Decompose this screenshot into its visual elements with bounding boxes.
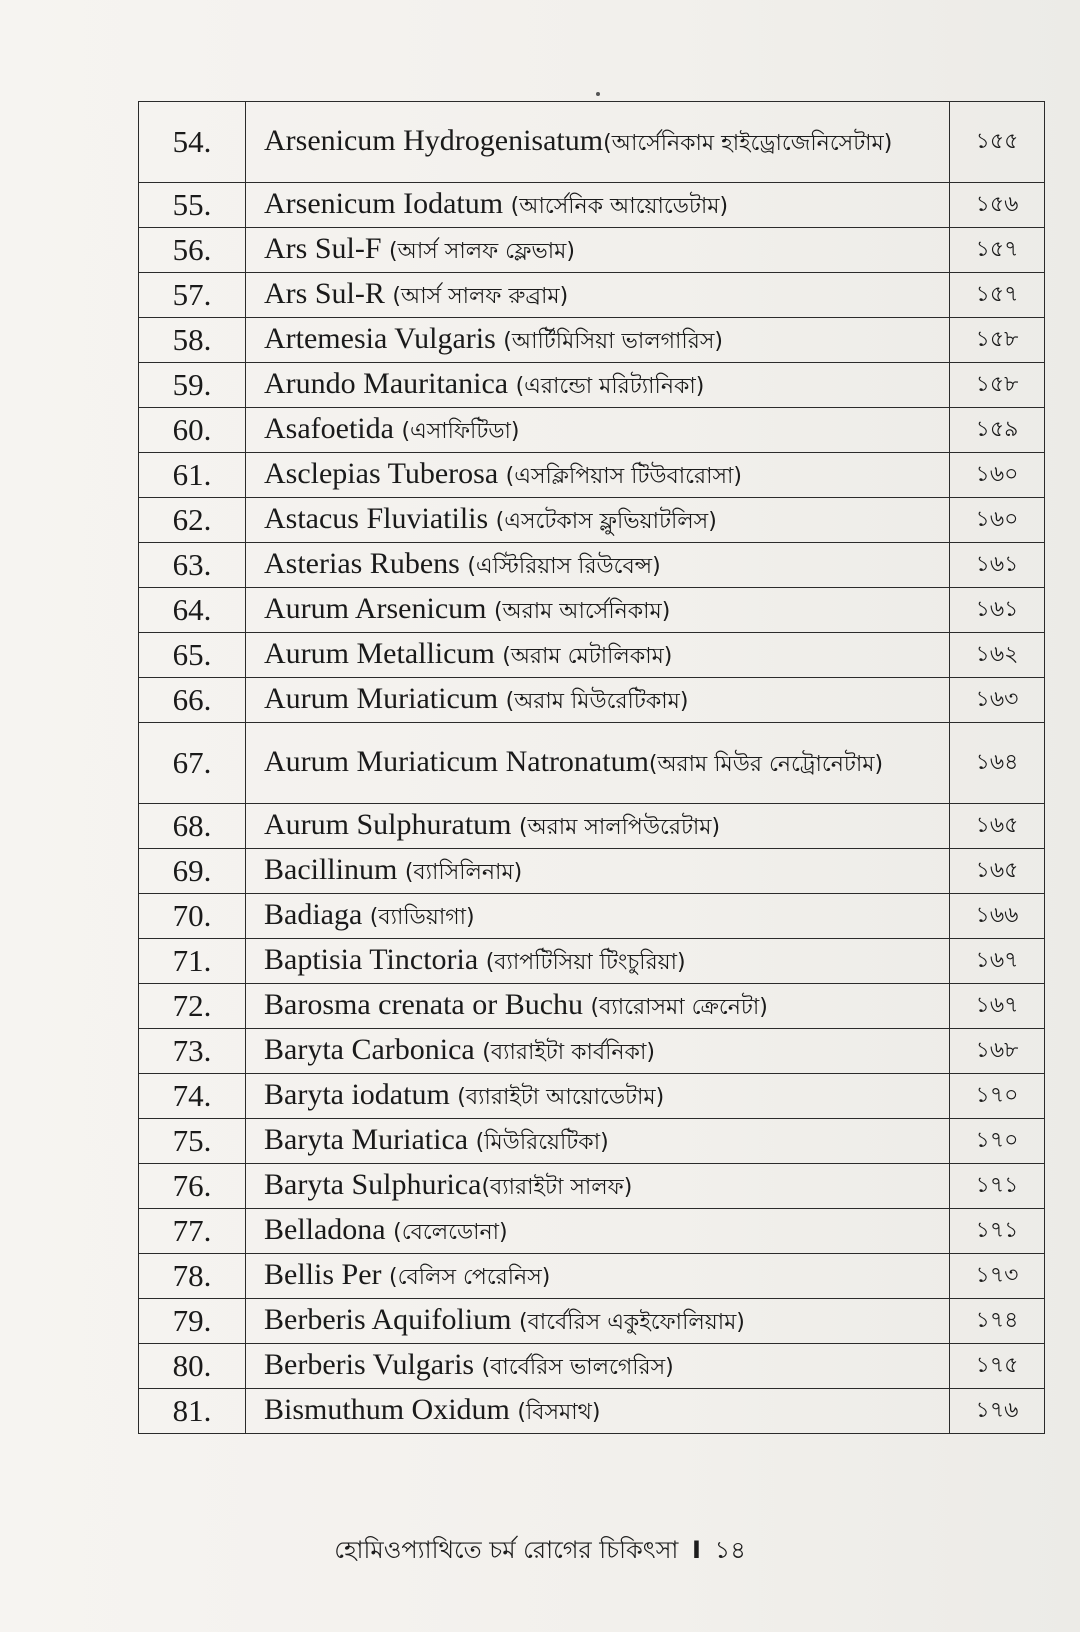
entry-page-number: ১৫৫ [950,102,1045,183]
entry-page-number: ১৬০ [950,498,1045,543]
page-footer [0,1532,1080,1572]
remedy-name-cell [246,894,950,939]
table-row [139,318,1045,363]
entry-page-number: ১৬৫ [950,804,1045,849]
remedy-name-cell [246,1389,950,1434]
remedy-bengali-name: (ব্যারাইটা কার্বনিকা) [482,1039,655,1065]
remedy-name-cell [246,543,950,588]
remedy-latin-name: Aurum Muriaticum [264,681,506,715]
remedy-latin-name: Aurum Arsenicum [264,591,494,625]
entry-page-number: ১৬৭ [950,984,1045,1029]
remedy-bengali-name: (ব্যাসিলিনাম) [404,859,523,885]
table-row [139,1164,1045,1209]
remedy-latin-name: Arsenicum Iodatum [264,186,511,220]
table-row [139,1074,1045,1119]
remedy-bengali-name: (এরান্ডো মরিট্যানিকা) [515,373,705,399]
remedy-latin-name: Ars Sul-R [264,276,393,310]
table-row [139,984,1045,1029]
entry-number: 78. [139,1254,246,1299]
entry-number: 64. [139,588,246,633]
entry-page-number: ১৭৬ [950,1389,1045,1434]
remedy-bengali-name: (আর্স সালফ ফ্লেভাম) [389,238,575,264]
entry-number: 59. [139,363,246,408]
remedy-latin-name: Badiaga [264,897,370,931]
remedy-bengali-name: (বেলিস পেরেনিস) [389,1264,551,1290]
table-row [139,1344,1045,1389]
remedy-latin-name: Baryta Carbonica [264,1032,483,1066]
entry-number: 75. [139,1119,246,1164]
table-row [139,1299,1045,1344]
entry-number: 68. [139,804,246,849]
remedy-bengali-name: (এস্টিরিয়াস রিউবেন্স) [467,553,661,579]
remedy-bengali-name: (বার্বেরিস একুইফোলিয়াম) [518,1309,745,1335]
remedy-index-body [139,102,1045,1434]
entry-page-number: ১৫৭ [950,228,1045,273]
entry-number: 56. [139,228,246,273]
entry-number: 70. [139,894,246,939]
remedy-name-cell [246,849,950,894]
entry-page-number: ১৫৯ [950,408,1045,453]
table-row [139,1389,1045,1434]
table-row [139,894,1045,939]
remedy-name-cell [246,1209,950,1254]
table-row [139,102,1045,183]
remedy-latin-name: Barosma crenata or Buchu [264,987,591,1021]
remedy-name-cell [246,363,950,408]
table-row [139,633,1045,678]
entry-page-number: ১৭১ [950,1164,1045,1209]
entry-page-number: ১৬১ [950,588,1045,633]
remedy-bengali-name: (অরাম মিউরেটিকাম) [505,688,689,714]
remedy-bengali-name: (আর্স সালফ রুব্রাম) [392,283,569,309]
remedy-bengali-name: (ব্যাপটিসিয়া টিংচুরিয়া) [485,949,686,975]
remedy-bengali-name: (এসাফিটিডা) [401,418,520,444]
entry-number: 60. [139,408,246,453]
table-row [139,723,1045,804]
remedy-name-cell [246,1299,950,1344]
entry-number: 54. [139,102,246,183]
entry-page-number: ১৬৭ [950,939,1045,984]
entry-number: 77. [139,1209,246,1254]
entry-number: 76. [139,1164,246,1209]
entry-page-number: ১৬৫ [950,849,1045,894]
entry-number: 80. [139,1344,246,1389]
remedy-bengali-name: (অরাম মেটালিকাম) [502,643,673,669]
entry-number: 73. [139,1029,246,1074]
entry-number: 81. [139,1389,246,1434]
remedy-latin-name: Baryta Muriatica [264,1122,476,1156]
remedy-bengali-name: (আর্সেনিক আয়োডেটাম) [510,193,729,219]
table-row [139,273,1045,318]
remedy-name-cell [246,1074,950,1119]
entry-page-number: ১৫৮ [950,363,1045,408]
table-row [139,543,1045,588]
page-number: ১৪ [714,1536,746,1564]
entry-page-number: ১৬১ [950,543,1045,588]
table-row [139,498,1045,543]
remedy-name-cell [246,102,950,183]
remedy-bengali-name: (ব্যারোসমা ক্রেনেটা) [590,994,768,1020]
remedy-latin-name: Ars Sul-F [264,231,390,265]
remedy-bengali-name: (আর্টিমিসিয়া ভালগারিস) [503,328,723,354]
remedy-bengali-name: (বিসমাথ) [517,1399,601,1425]
table-row [139,1254,1045,1299]
table-row [139,849,1045,894]
entry-page-number: ১৬৬ [950,894,1045,939]
remedy-name-cell [246,1164,950,1209]
remedy-latin-name: Bellis Per [264,1257,389,1291]
entry-number: 58. [139,318,246,363]
footer-separator: I [692,1536,701,1564]
remedy-name-cell [246,984,950,1029]
remedy-latin-name: Aurum Muriaticum Natronatum [264,744,649,778]
remedy-name-cell [246,228,950,273]
remedy-bengali-name: (অরাম সালপিউরেটাম) [519,814,721,840]
remedy-bengali-name: (ব্যারাইটা সালফ) [481,1174,633,1200]
remedy-bengali-name: (ব্যারাইটা আয়োডেটাম) [457,1084,665,1110]
remedy-latin-name: Asclepias Tuberosa [264,456,506,490]
table-row [139,408,1045,453]
print-speck [596,92,600,96]
entry-number: 71. [139,939,246,984]
table-row [139,804,1045,849]
entry-page-number: ১৭০ [950,1074,1045,1119]
book-title: হোমিওপ্যাথিতে চর্ম রোগের চিকিৎসা [334,1536,679,1564]
remedy-name-cell [246,408,950,453]
table-row [139,363,1045,408]
remedy-name-cell [246,1254,950,1299]
remedy-bengali-name: (অরাম আর্সেনিকাম) [493,598,671,624]
entry-page-number: ১৭৪ [950,1299,1045,1344]
entry-page-number: ১৭০ [950,1119,1045,1164]
remedy-name-cell [246,273,950,318]
table-row [139,939,1045,984]
remedy-bengali-name: (মিউরিয়েটিকা) [475,1129,609,1155]
entry-page-number: ১৭৩ [950,1254,1045,1299]
entry-page-number: ১৬৮ [950,1029,1045,1074]
entry-page-number: ১৭১ [950,1209,1045,1254]
remedy-name-cell [246,633,950,678]
entry-number: 69. [139,849,246,894]
entry-page-number: ১৭৫ [950,1344,1045,1389]
entry-page-number: ১৫৭ [950,273,1045,318]
remedy-name-cell [246,939,950,984]
remedy-name-cell [246,723,950,804]
remedy-name-cell [246,1344,950,1389]
entry-number: 57. [139,273,246,318]
remedy-latin-name: Baptisia Tinctoria [264,942,486,976]
remedy-latin-name: Arsenicum Hydrogenisatum [264,123,604,157]
table-row [139,183,1045,228]
entry-page-number: ১৬২ [950,633,1045,678]
remedy-latin-name: Asafoetida [264,411,402,445]
entry-number: 74. [139,1074,246,1119]
remedy-name-cell [246,498,950,543]
remedy-latin-name: Artemesia Vulgaris [264,321,504,355]
entry-number: 63. [139,543,246,588]
remedy-latin-name: Berberis Vulgaris [264,1347,482,1381]
remedy-name-cell [246,183,950,228]
remedy-latin-name: Berberis Aquifolium [264,1302,519,1336]
remedy-name-cell [246,804,950,849]
entry-page-number: ১৫৮ [950,318,1045,363]
table-row [139,678,1045,723]
remedy-latin-name: Astacus Fluviatilis [264,501,496,535]
entry-number: 65. [139,633,246,678]
remedy-bengali-name: (এসটেকাস ফ্লুভিয়াটলিস) [495,508,717,534]
remedy-bengali-name: (বার্বেরিস ভালগেরিস) [481,1354,674,1380]
remedy-bengali-name: (বেলেডোনা) [393,1219,508,1245]
remedy-bengali-name: (অরাম মিউর নেট্রোনেটাম) [648,751,884,777]
table-row [139,1209,1045,1254]
entry-number: 55. [139,183,246,228]
remedy-latin-name: Aurum Metallicum [264,636,503,670]
remedy-latin-name: Baryta Sulphurica [264,1167,482,1201]
table-row [139,1029,1045,1074]
remedy-latin-name: Arundo Mauritanica [264,366,516,400]
remedy-latin-name: Bacillinum [264,852,405,886]
entry-number: 67. [139,723,246,804]
remedy-latin-name: Asterias Rubens [264,546,468,580]
table-row [139,228,1045,273]
entry-number: 79. [139,1299,246,1344]
entry-number: 72. [139,984,246,1029]
remedy-index-table [138,101,1045,1434]
remedy-name-cell [246,453,950,498]
remedy-latin-name: Baryta iodatum [264,1077,458,1111]
remedy-name-cell [246,318,950,363]
remedy-bengali-name: (ব্যাডিয়াগা) [369,904,475,930]
remedy-name-cell [246,1119,950,1164]
entry-page-number: ১৫৬ [950,183,1045,228]
entry-number: 61. [139,453,246,498]
remedy-latin-name: Aurum Sulphuratum [264,807,519,841]
entry-page-number: ১৬৩ [950,678,1045,723]
remedy-latin-name: Bismuthum Oxidum [264,1392,518,1426]
entry-number: 62. [139,498,246,543]
table-row [139,588,1045,633]
remedy-latin-name: Belladona [264,1212,394,1246]
remedy-name-cell [246,588,950,633]
entry-page-number: ১৬৪ [950,723,1045,804]
remedy-name-cell [246,1029,950,1074]
remedy-bengali-name: (এসক্লিপিয়াস টিউবারোসা) [505,463,742,489]
entry-page-number: ১৬০ [950,453,1045,498]
remedy-bengali-name: (আর্সেনিকাম হাইড্রোজেনিসেটাম) [603,130,893,156]
entry-number: 66. [139,678,246,723]
table-row [139,453,1045,498]
remedy-name-cell [246,678,950,723]
table-row [139,1119,1045,1164]
